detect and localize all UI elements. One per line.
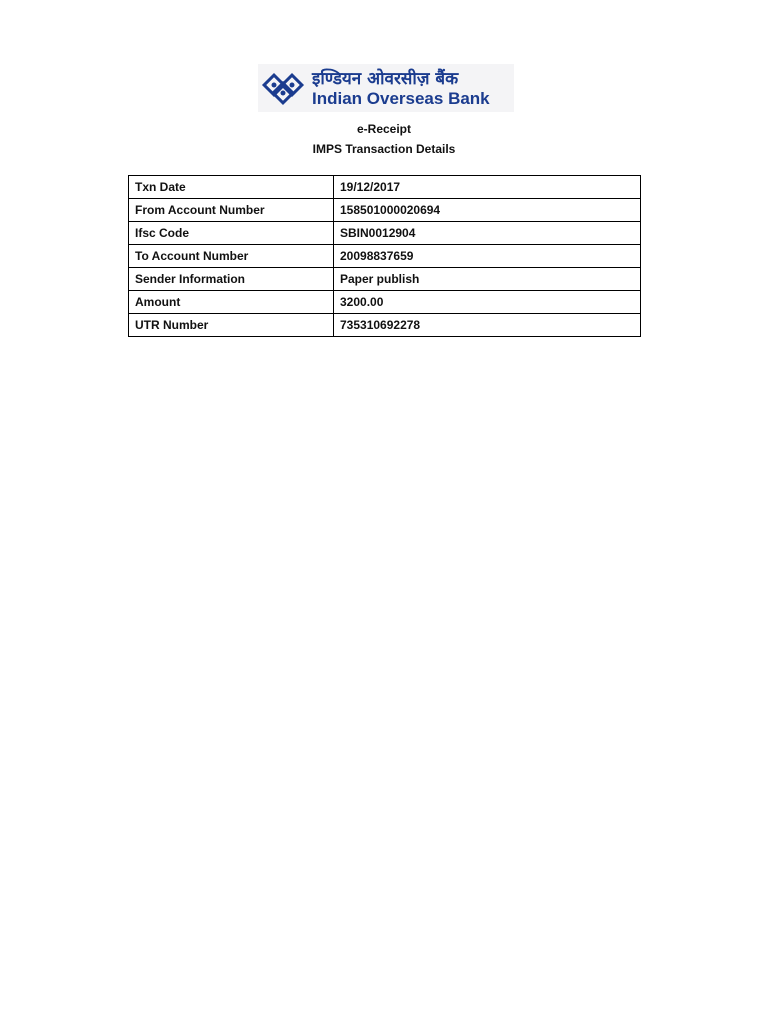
table-row [129,176,641,199]
table-row [129,245,641,268]
table-row [129,222,641,245]
table-row [129,199,641,222]
table-row [129,314,641,337]
row-value: SBIN0012904 [334,222,641,245]
iob-logo-icon [258,64,308,112]
transaction-details-table [128,175,641,337]
bank-logo [258,64,514,112]
bank-name: Indian Overseas Bank [312,88,490,108]
bank-name-block [312,69,490,108]
row-value: 20098837659 [334,245,641,268]
row-label: To Account Number [129,245,334,268]
row-label: Ifsc Code [129,222,334,245]
row-label: Amount [129,291,334,314]
row-label: Sender Information [129,268,334,291]
receipt-title: e-Receipt [356,122,412,136]
row-value: 158501000020694 [334,199,641,222]
row-value: Paper publish [334,268,641,291]
row-label: Txn Date [129,176,334,199]
row-label: From Account Number [129,199,334,222]
row-value: 3200.00 [334,291,641,314]
bank-name-hindi: इण्डियन ओवरसीज़ बैंक [312,68,459,89]
table-row [129,291,641,314]
row-value: 735310692278 [334,314,641,337]
row-value: 19/12/2017 [334,176,641,199]
table-row [129,268,641,291]
row-label: UTR Number [129,314,334,337]
receipt-subtitle: IMPS Transaction Details [312,142,456,156]
